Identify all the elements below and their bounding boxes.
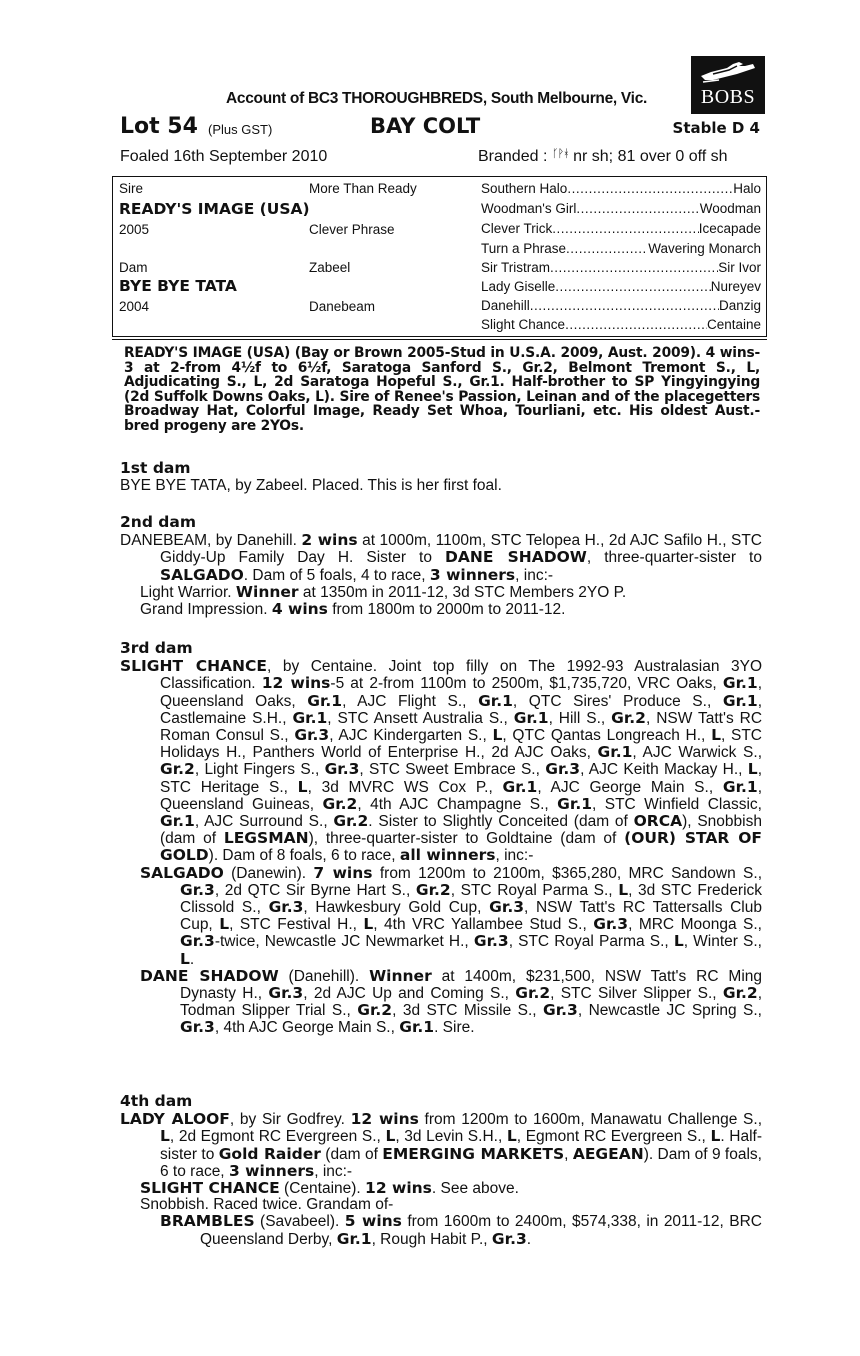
sire-dam: Clever Phrase [309, 222, 395, 237]
fourth-dam-heading: 4th dam [120, 1092, 193, 1110]
ancestor-row: Slight Chance ..... Centaine [481, 317, 761, 332]
second-dam-progeny: Light Warrior. Winner at 1350m in 2011-12, 3d STC Members 2YO P. [140, 582, 627, 601]
dam-year: 2004 [119, 299, 150, 314]
dam-sire: Zabeel [309, 260, 351, 275]
third-dam-progeny: SALGADO (Danewin). 7 wins from 1200m to 2100m, $365,280, MRC Sandown S., Gr.3, 2d QTC Sir Byrne Hart S., Gr.2, STC Royal Parma S., L, 3d STC Frederick Clissold S., Gr.3, Hawkesbury Gold Cup, Gr.3, NSW Tatt's RC Tattersalls Club Cup, L, STC Festival H., L, 4th VRC Yallambee Stud S., Gr.3, MRC Moonga S., Gr.3-twice, Newcastle JC Newmarket H., Gr.3, STC Royal Parma S., L, Winter S., L. [140, 863, 763, 968]
first-dam-section [120, 460, 762, 494]
divider [112, 339, 767, 340]
sire-label: Sire [119, 181, 144, 196]
plus-gst-note: (Plus GST) [208, 122, 273, 137]
ancestor-row: Southern Halo ..... Halo [481, 181, 761, 196]
sire-sire: More Than Ready [309, 181, 417, 196]
sire-year: 2005 [119, 222, 150, 237]
stable-location: Stable D 4 [672, 119, 760, 137]
lot-number: Lot 54 [120, 114, 198, 139]
sire-name: READY'S IMAGE (USA) [119, 200, 310, 218]
branded-prefix: Branded : [478, 148, 548, 165]
ancestor-row: Clever Trick ..... Icecapade [481, 221, 761, 236]
fourth-dam-section [120, 1093, 762, 1248]
brand-mark-icon: ᚴᚹᚼ [551, 148, 569, 160]
fourth-dam-text: LADY ALOOF, by Sir Godfrey. 12 wins from 1200m to 1600m, Manawatu Challenge S., L, 2d Egmont RC Evergreen S., L, 3d Levin S.H., L, Egmont RC Evergreen S., L. Half-sister to Gold Raider (dam of EMERGING MARKETS, AEGEAN). Dam of 9 foals, 6 to race, 3 winners, inc:- [120, 1110, 763, 1180]
second-dam-progeny: Grand Impression. 4 wins from 1800m to 2000m to 2011-12. [140, 600, 566, 619]
fourth-dam-progeny: Snobbish. Raced twice. Grandam of- [140, 1196, 394, 1214]
bobs-logo [691, 56, 765, 114]
branded-info [478, 148, 728, 166]
third-dam-section [120, 640, 762, 1037]
first-dam-text: BYE BYE TATA, by Zabeel. Placed. This is her first foal. [120, 477, 502, 495]
foaled-date: Foaled 16th September 2010 [120, 148, 328, 165]
horse-sex-color: BAY COLT [370, 114, 481, 138]
consignor-line: Account of BC3 THOROUGHBREDS, South Melbourne, Vic. [226, 90, 648, 107]
first-dam-heading: 1st dam [120, 459, 191, 477]
dam-name: BYE BYE TATA [119, 277, 237, 295]
ancestor-row: Sir Tristram ..... Sir Ivor [481, 260, 761, 275]
horse-icon [699, 60, 757, 84]
dam-label: Dam [119, 260, 148, 275]
ancestor-row: Woodman's Girl ..... Woodman [481, 201, 761, 216]
dam-dam: Danebeam [309, 299, 376, 314]
branded-suffix: nr sh; 81 over 0 off sh [573, 148, 728, 165]
ancestor-row: Danehill ..... Danzig [481, 298, 761, 313]
ancestor-row: Lady Giselle ..... Nureyev [481, 279, 761, 294]
sire-description: READY'S IMAGE (USA) (Bay or Brown 2005-Stud in U.S.A. 2009, Aust. 2009). 4 wins-3 at 2-from 4½f to 6½f, Saratoga Sanford S., Gr.2, Belmont Tremont S., L, Adjudicating S., L, 2d Saratoga Hopeful S., Gr.1. Half-brother to SP Yingyingying (2d Suffolk Downs Oaks, L). Sire of Renee's Passion, Leinan and of the placegetters Broadway Hat, Colorful Image, Ready Set Whoa, Tourliani, etc. His oldest Aust.-bred progeny are 2YOs. [124, 345, 760, 434]
second-dam-section [120, 514, 762, 618]
second-dam-text: DANEBEAM, by Danehill. 2 wins at 1000m, 1100m, STC Telopea H., 2d AJC Safilo H., STC Giddy-Up Family Day H. Sister to DANE SHADOW, three-quarter-sister to SALGADO. Dam of 5 foals, 4 to race, 3 winners, inc:- [120, 531, 762, 584]
second-dam-heading: 2nd dam [120, 513, 197, 531]
ancestor-row: Turn a Phrase ..... Wavering Monarch [481, 241, 761, 256]
fourth-dam-grandprogeny: BRAMBLES (Savabeel). 5 wins from 1600m to 2400m, $574,338, in 2011-12, BRC Queensland Derby, Gr.1, Rough Habit P., Gr.3. [160, 1212, 762, 1248]
third-dam-heading: 3rd dam [120, 639, 193, 657]
third-dam-progeny: DANE SHADOW (Danehill). Winner at 1400m, $231,500, NSW Tatt's RC Ming Dynasty H., Gr.3, 2d AJC Up and Coming S., Gr.2, STC Silver Slipper S., Gr.2, Todman Slipper Trial S., Gr.2, 3d STC Missile S., Gr.3, Newcastle JC Spring S., Gr.3, 4th AJC George Main S., Gr.1. Sire. [140, 966, 763, 1037]
third-dam-text: SLIGHT CHANCE, by Centaine. Joint top filly on The 1992-93 Australasian 3YO Classification. 12 wins-5 at 2-from 1100m to 2500m, $1,735,720, VRC Oaks, Gr.1, Queensland Oaks, Gr.1, AJC Flight S., Gr.1, QTC Sires' Produce S., Gr.1, Castlemaine S.H., Gr.1, STC Ansett Australia S., Gr.1, Hill S., Gr.2, NSW Tatt's RC Roman Consul S., Gr.3, AJC Kindergarten S., L, QTC Qantas Longreach H., L, STC Holidays H., Panthers World of Enterprise H., 2d AJC Oaks, Gr.1, AJC Warwick S., Gr.2, Light Fingers S., Gr.3, STC Sweet Embrace S., Gr.3, AJC Keith Mackay H., L, STC Heritage S., L, 3d MVRC WS Cox P., Gr.1, AJC George Main S., Gr.1, Queensland Guineas, Gr.2, 4th AJC Champagne S., Gr.1, STC Winfield Classic, Gr.1, AJC Surround S., Gr.2. Sister to Slightly Conceited (dam of ORCA), Snobbish (dam of LEGSMAN), three-quarter-sister to Goldtaine (dam of (OUR) STAR OF GOLD). Dam of 8 foals, 6 to race, all winners, inc:- [120, 657, 763, 865]
fourth-dam-progeny: SLIGHT CHANCE (Centaine). 12 wins. See above. [140, 1179, 519, 1198]
pedigree-table [112, 176, 767, 337]
logo-text: BOBS [700, 86, 756, 108]
